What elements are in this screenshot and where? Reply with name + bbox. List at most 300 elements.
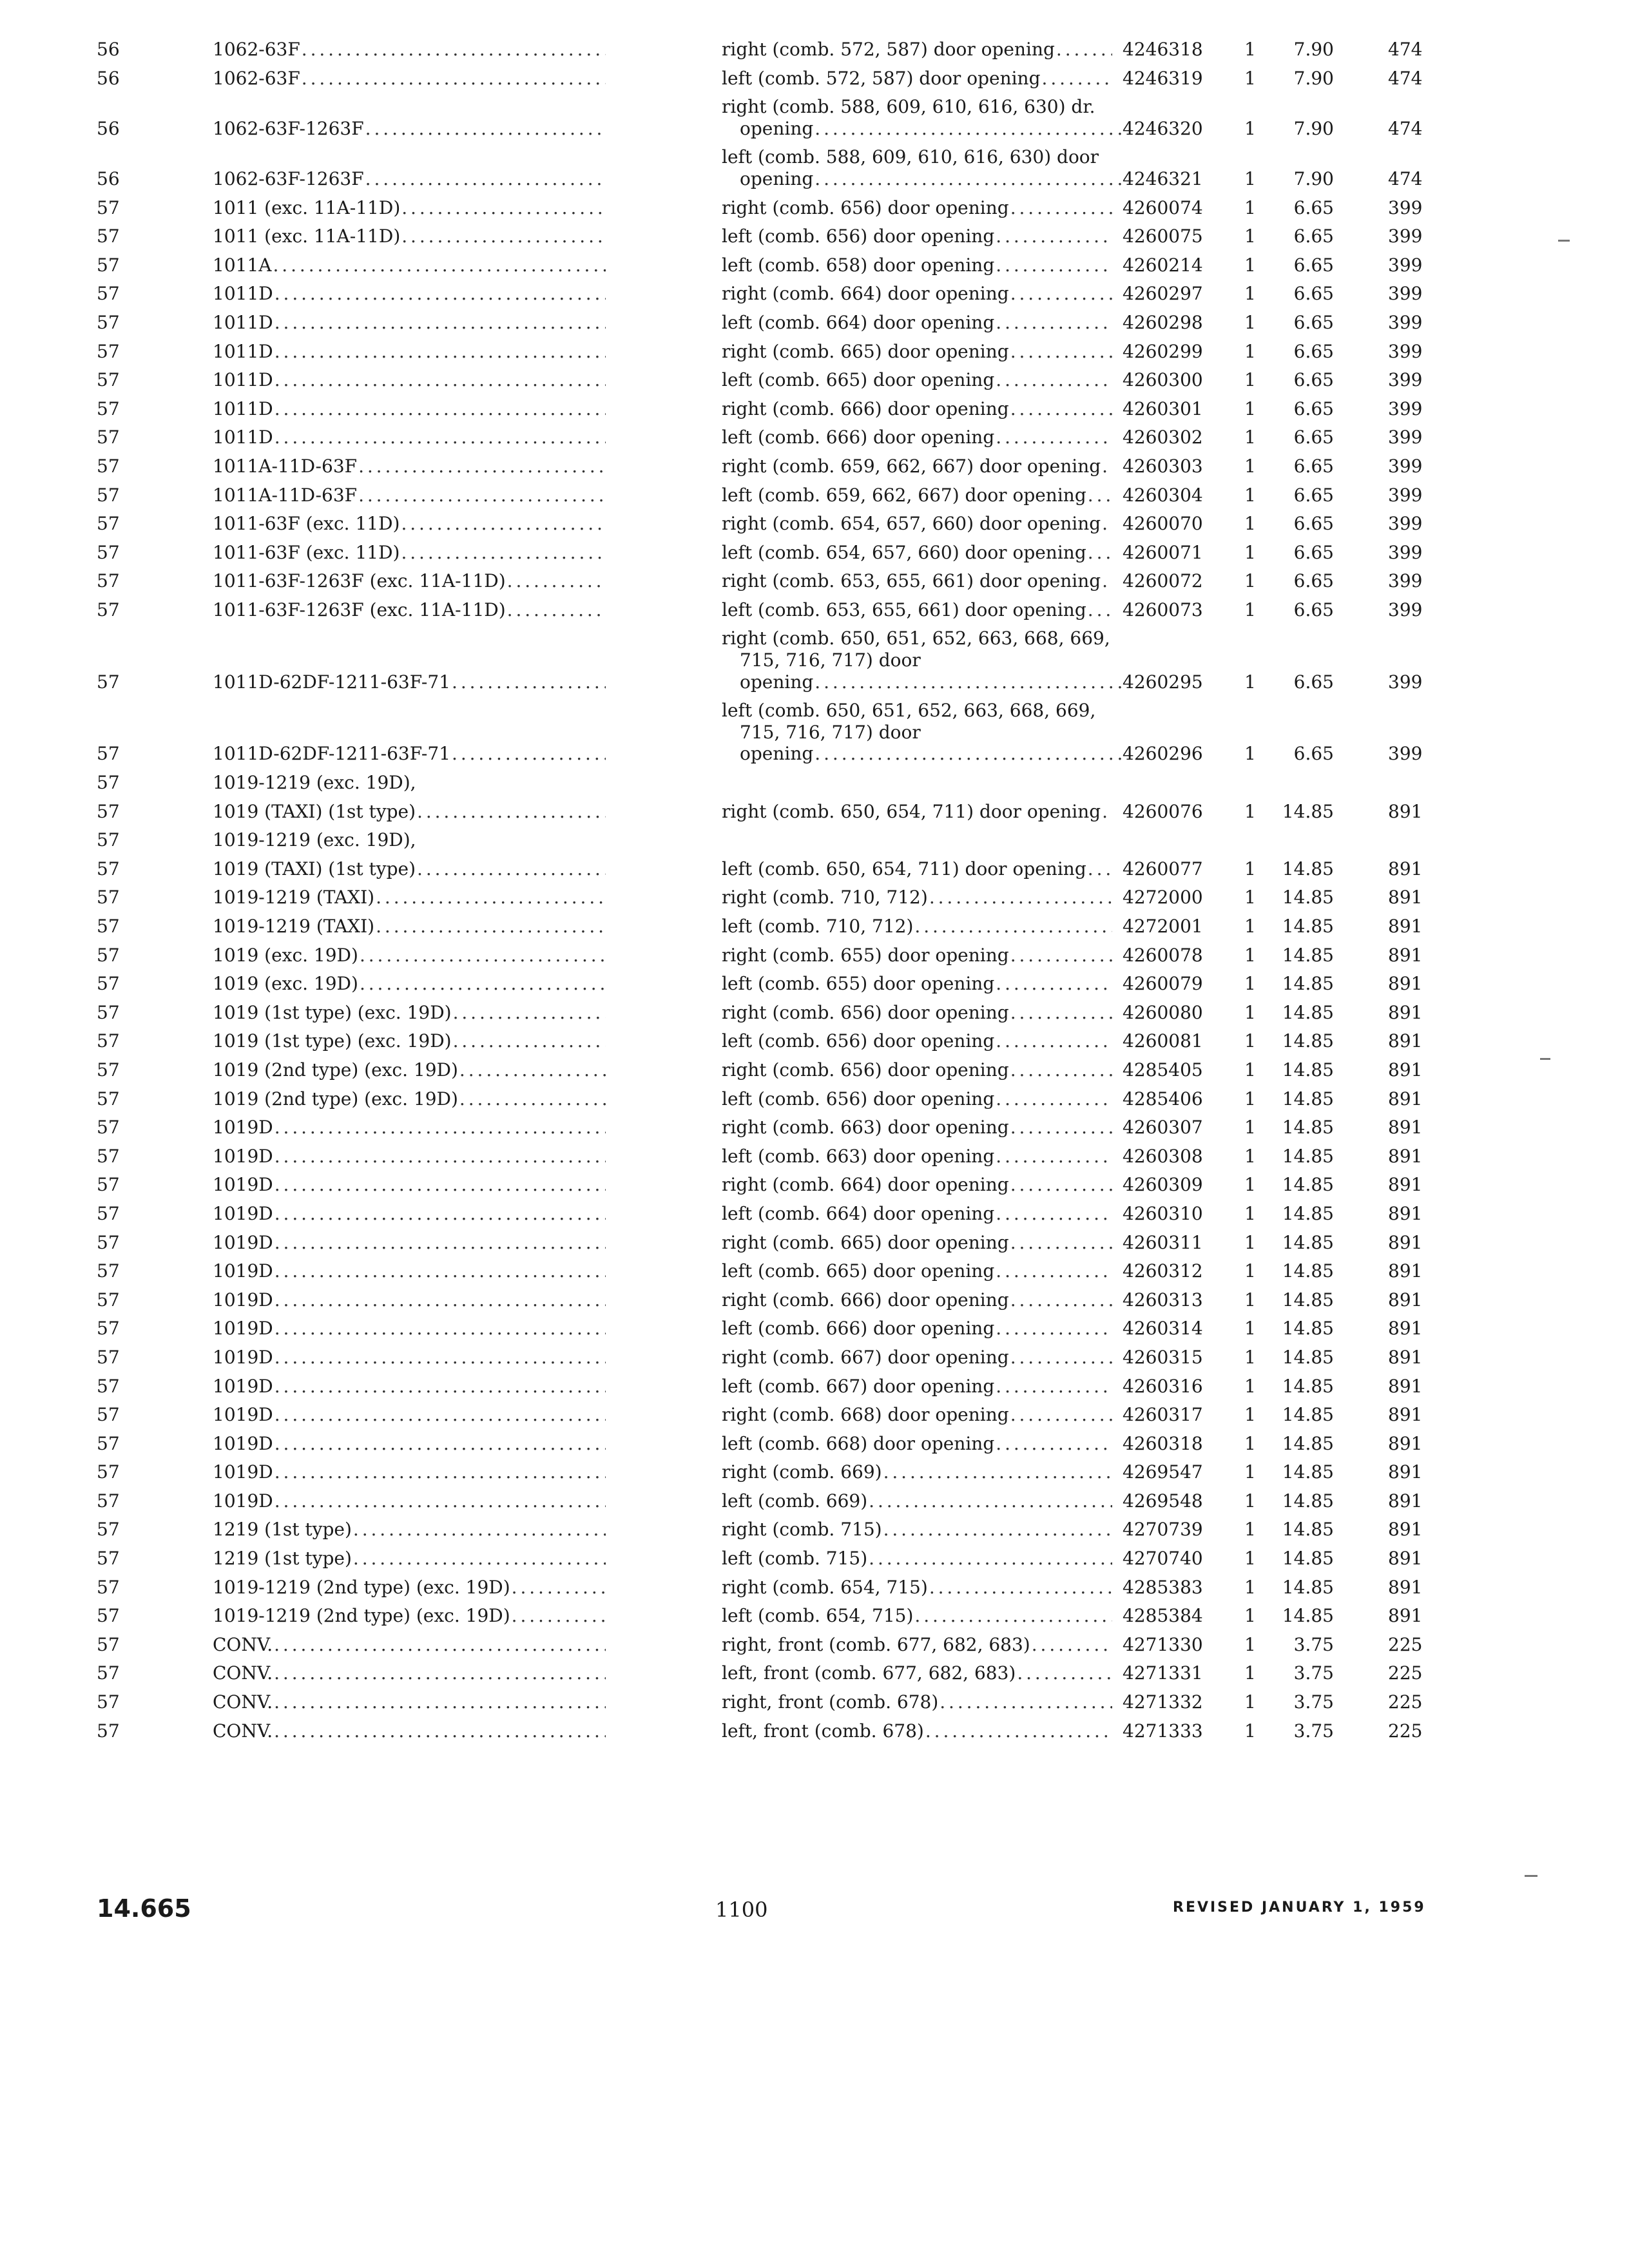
quantity: 1 xyxy=(1244,1145,1256,1167)
quantity: 1 xyxy=(1244,455,1256,477)
description-cell: right (comb. 656) door opening . . . xyxy=(683,194,1121,223)
model-cell: CONV. . . . xyxy=(193,1631,683,1660)
list-price: 7.90 xyxy=(1293,67,1334,89)
part-number: 4260307 xyxy=(1123,1117,1203,1139)
description-cell: left (comb. 666) door opening . . . xyxy=(683,1314,1121,1343)
quantity: 1 xyxy=(1244,743,1256,765)
part-number: 4260301 xyxy=(1123,398,1203,419)
group-number: 57 xyxy=(97,226,120,247)
description-cell: left (comb. 572, 587) door opening . . . xyxy=(683,64,1121,93)
quantity: 1 xyxy=(1244,1059,1256,1081)
price-code: 891 xyxy=(1388,887,1423,908)
description-cell: right (comb. 664) door opening . . . xyxy=(683,1171,1121,1200)
quantity: 1 xyxy=(1244,599,1256,620)
part-number xyxy=(1121,769,1231,798)
description-cell: left (comb. 710, 712) . . . xyxy=(683,912,1121,941)
price-code: 399 xyxy=(1388,427,1423,448)
description-cell: right, front (comb. 678) . . . xyxy=(683,1688,1121,1717)
model-cell: 1019 (2nd type) (exc. 19D) . . . xyxy=(193,1085,683,1114)
part-number: 4260316 xyxy=(1123,1375,1203,1397)
description-cell: left (comb. 668) door opening . . . xyxy=(683,1430,1121,1459)
margin-mark xyxy=(1558,240,1570,242)
list-price: 14.85 xyxy=(1282,1461,1334,1483)
price-code: 891 xyxy=(1388,1117,1423,1139)
list-price: 14.85 xyxy=(1282,1519,1334,1541)
price-code: 891 xyxy=(1388,858,1423,879)
price-code: 891 xyxy=(1388,1318,1423,1340)
model-cell: 1019-1219 (exc. 19D), xyxy=(213,829,416,851)
quantity: 1 xyxy=(1244,541,1256,563)
table-row xyxy=(97,1142,1450,1171)
group-number: 57 xyxy=(97,1289,120,1311)
group-number: 57 xyxy=(97,973,120,995)
group-number: 56 xyxy=(97,39,120,60)
table-row xyxy=(97,452,1450,481)
description-cell: left (comb. 665) door opening . . . xyxy=(683,1257,1121,1286)
table-row xyxy=(97,912,1450,941)
list-price: 14.85 xyxy=(1282,1059,1334,1081)
part-number: 4270739 xyxy=(1123,1519,1203,1541)
part-number: 4285405 xyxy=(1123,1059,1203,1081)
list-price: 14.85 xyxy=(1282,1375,1334,1397)
description-cell: left (comb. 656) door opening . . . xyxy=(683,1027,1121,1056)
margin-mark xyxy=(1525,1875,1537,1877)
price-code: 891 xyxy=(1388,916,1423,937)
description-cell: right (comb. 667) door opening . . . xyxy=(683,1343,1121,1372)
group-number: 57 xyxy=(97,427,120,448)
model-cell: 1011D . . . xyxy=(193,280,683,309)
group-number: 57 xyxy=(97,1346,120,1368)
description-cell: left, front (comb. 677, 682, 683) . . . xyxy=(683,1659,1121,1688)
group-number: 57 xyxy=(97,671,120,693)
group-number: 57 xyxy=(97,772,120,794)
table-row xyxy=(97,64,1450,93)
list-price: 7.90 xyxy=(1293,117,1334,139)
table-row xyxy=(97,1085,1450,1114)
table-row xyxy=(97,1229,1450,1258)
table-row xyxy=(97,1372,1450,1401)
group-number: 57 xyxy=(97,1720,120,1742)
price-code: 399 xyxy=(1388,599,1423,620)
description-cell: left (comb. 650, 651, 652, 663, 668, 669, 715, 716, 717) door opening . . . xyxy=(683,697,1121,769)
table-row xyxy=(97,251,1450,280)
description-cell: left (comb. 663) door opening . . . xyxy=(683,1142,1121,1171)
description-cell: left (comb. 658) door opening . . . xyxy=(683,251,1121,280)
part-number: 4260214 xyxy=(1123,254,1203,276)
group-number: 57 xyxy=(97,1202,120,1224)
table-row xyxy=(97,280,1450,309)
model-cell: 1011-63F (exc. 11D) . . . xyxy=(193,539,683,568)
list-price: 6.65 xyxy=(1293,340,1334,362)
description-cell: right (comb. 666) door opening . . . xyxy=(683,1286,1121,1315)
part-number: 4260079 xyxy=(1123,973,1203,995)
quantity: 1 xyxy=(1244,1576,1256,1598)
description-cell: right (comb. 665) door opening . . . xyxy=(683,1229,1121,1258)
part-number: 4260075 xyxy=(1123,226,1203,247)
group-number: 57 xyxy=(97,541,120,563)
group-number: 57 xyxy=(97,1059,120,1081)
table-row xyxy=(97,1314,1450,1343)
list-price: 14.85 xyxy=(1282,1318,1334,1340)
description-cell: left (comb. 715) . . . xyxy=(683,1544,1121,1573)
list-price: 14.85 xyxy=(1282,1605,1334,1627)
table-row xyxy=(97,697,1450,769)
description-cell: left (comb. 653, 655, 661) door opening . . . xyxy=(683,596,1121,625)
price-code: 891 xyxy=(1388,1605,1423,1627)
model-cell: 1219 (1st type) . . . xyxy=(193,1515,683,1544)
price-code: 891 xyxy=(1388,1461,1423,1483)
part-number: 4260303 xyxy=(1123,455,1203,477)
model-cell: 1011A-11D-63F . . . xyxy=(193,481,683,510)
list-price: 6.65 xyxy=(1293,311,1334,333)
description-cell: right (comb. 650, 651, 652, 663, 668, 669, 715, 716, 717) door opening . . . xyxy=(683,624,1121,697)
price-code: 891 xyxy=(1388,1519,1423,1541)
quantity: 1 xyxy=(1244,1720,1256,1742)
list-price: 6.65 xyxy=(1293,398,1334,419)
quantity: 1 xyxy=(1244,1548,1256,1570)
list-price: 6.65 xyxy=(1293,283,1334,305)
price-code: 891 xyxy=(1388,1346,1423,1368)
list-price: 6.65 xyxy=(1293,541,1334,563)
table-row xyxy=(97,624,1450,697)
model-cell: 1019 (TAXI) (1st type) . . . xyxy=(193,855,683,884)
description-cell: left (comb. 650, 654, 711) door opening . . . xyxy=(683,855,1121,884)
list-price: 6.65 xyxy=(1293,513,1334,535)
table-row xyxy=(97,1286,1450,1315)
model-cell: 1011-63F (exc. 11D) . . . xyxy=(193,510,683,539)
group-number: 57 xyxy=(97,887,120,908)
list-price: 6.65 xyxy=(1293,226,1334,247)
description-cell: left (comb. 669) . . . xyxy=(683,1487,1121,1516)
model-cell: 1019D . . . xyxy=(193,1372,683,1401)
price-code: 891 xyxy=(1388,1548,1423,1570)
quantity: 1 xyxy=(1244,1088,1256,1110)
price-code: 891 xyxy=(1388,1174,1423,1196)
part-number: 4260318 xyxy=(1123,1432,1203,1454)
part-number: 4260078 xyxy=(1123,944,1203,966)
group-number: 57 xyxy=(97,1662,120,1684)
table-row xyxy=(97,366,1450,395)
table-row xyxy=(97,338,1450,367)
quantity: 1 xyxy=(1244,197,1256,218)
description-cell: left (comb. 666) door opening . . . xyxy=(683,423,1121,452)
price-code: 474 xyxy=(1388,117,1423,139)
quantity: 1 xyxy=(1244,39,1256,60)
quantity: 1 xyxy=(1244,1318,1256,1340)
quantity xyxy=(1231,826,1269,855)
part-number: 4260309 xyxy=(1123,1174,1203,1196)
table-row xyxy=(97,1573,1450,1602)
table-row xyxy=(97,1343,1450,1372)
description-cell: left (comb. 664) door opening . . . xyxy=(683,309,1121,338)
list-price: 6.65 xyxy=(1293,743,1334,765)
quantity: 1 xyxy=(1244,1432,1256,1454)
price-code: 891 xyxy=(1388,1289,1423,1311)
section-number: 14.665 xyxy=(97,1894,191,1923)
price-code: 399 xyxy=(1388,340,1423,362)
description-cell: left (comb. 588, 609, 610, 616, 630) door opening . . . xyxy=(683,143,1121,193)
table-row xyxy=(97,1487,1450,1516)
model-cell: 1019D . . . xyxy=(193,1286,683,1315)
model-cell: 1062-63F . . . xyxy=(193,35,683,64)
quantity: 1 xyxy=(1244,671,1256,693)
price-code: 474 xyxy=(1388,39,1423,60)
part-number: 4272001 xyxy=(1123,916,1203,937)
part-number: 4260304 xyxy=(1123,484,1203,506)
list-price: 14.85 xyxy=(1282,1145,1334,1167)
model-cell: 1019D . . . xyxy=(193,1314,683,1343)
list-price: 6.65 xyxy=(1293,369,1334,391)
description-cell: right (comb. 572, 587) door opening . . . xyxy=(683,35,1121,64)
group-number: 57 xyxy=(97,1548,120,1570)
model-cell: 1011D . . . xyxy=(193,309,683,338)
group-number: 57 xyxy=(97,484,120,506)
group-number: 57 xyxy=(97,743,120,765)
price-code: 399 xyxy=(1388,455,1423,477)
table-row xyxy=(97,395,1450,424)
quantity: 1 xyxy=(1244,1691,1256,1713)
table-row xyxy=(97,1056,1450,1085)
quantity: 1 xyxy=(1244,1260,1256,1282)
table-row xyxy=(97,1688,1450,1717)
model-cell: 1011D-62DF-1211-63F-71 . . . xyxy=(193,697,683,769)
group-number: 57 xyxy=(97,1001,120,1023)
table-row xyxy=(97,1659,1450,1688)
group-number: 57 xyxy=(97,1030,120,1052)
quantity: 1 xyxy=(1244,1404,1256,1426)
list-price: 6.65 xyxy=(1293,254,1334,276)
part-number: 4260077 xyxy=(1123,858,1203,879)
price-code: 891 xyxy=(1388,1001,1423,1023)
quantity: 1 xyxy=(1244,800,1256,822)
quantity: 1 xyxy=(1244,858,1256,879)
quantity: 1 xyxy=(1244,916,1256,937)
description-cell: right (comb. 665) door opening . . . xyxy=(683,338,1121,367)
quantity: 1 xyxy=(1244,944,1256,966)
part-number: 4271330 xyxy=(1123,1633,1203,1655)
parts-table xyxy=(97,35,1450,1745)
part-number: 4260308 xyxy=(1123,1145,1203,1167)
quantity: 1 xyxy=(1244,67,1256,89)
quantity: 1 xyxy=(1244,887,1256,908)
quantity: 1 xyxy=(1244,973,1256,995)
list-price: 14.85 xyxy=(1282,887,1334,908)
quantity: 1 xyxy=(1244,1030,1256,1052)
description-cell: right (comb. 710, 712) . . . xyxy=(683,883,1121,912)
part-number: 4246318 xyxy=(1123,39,1203,60)
list-price: 3.75 xyxy=(1293,1720,1334,1742)
model-cell: 1019D . . . xyxy=(193,1113,683,1142)
model-cell: 1019 (1st type) (exc. 19D) . . . xyxy=(193,999,683,1028)
model-cell: 1019D . . . xyxy=(193,1200,683,1229)
table-row xyxy=(97,423,1450,452)
list-price: 14.85 xyxy=(1282,1117,1334,1139)
model-cell: 1019-1219 (TAXI) . . . xyxy=(193,883,683,912)
description-cell: right (comb. 650, 654, 711) door opening . . . xyxy=(683,798,1121,827)
part-number: 4260313 xyxy=(1123,1289,1203,1311)
group-number: 57 xyxy=(97,1375,120,1397)
group-number: 57 xyxy=(97,1519,120,1541)
group-number: 57 xyxy=(97,1432,120,1454)
page-number: 1100 xyxy=(715,1898,768,1922)
quantity: 1 xyxy=(1244,398,1256,419)
quantity: 1 xyxy=(1244,1174,1256,1196)
part-number: 4246320 xyxy=(1123,117,1203,139)
quantity: 1 xyxy=(1244,254,1256,276)
model-cell: 1019 (exc. 19D) . . . xyxy=(193,970,683,999)
description-cell: right (comb. 588, 609, 610, 616, 630) dr. opening . . . xyxy=(683,93,1121,143)
part-number: 4260310 xyxy=(1123,1202,1203,1224)
part-number: 4285406 xyxy=(1123,1088,1203,1110)
quantity: 1 xyxy=(1244,283,1256,305)
model-cell: 1019 (exc. 19D) . . . xyxy=(193,941,683,970)
model-cell: 1011 (exc. 11A-11D) . . . xyxy=(193,222,683,251)
model-cell: 1019D . . . xyxy=(193,1487,683,1516)
part-number: 4260296 xyxy=(1123,743,1203,765)
description-cell: left (comb. 655) door opening . . . xyxy=(683,970,1121,999)
part-number: 4260295 xyxy=(1123,671,1203,693)
description-cell: right (comb. 656) door opening . . . xyxy=(683,999,1121,1028)
model-cell: 1019-1219 (exc. 19D), xyxy=(213,772,416,794)
price-code: 225 xyxy=(1388,1691,1423,1713)
revision-date: REVISED JANUARY 1, 1959 xyxy=(1173,1899,1426,1916)
part-number: 4260315 xyxy=(1123,1346,1203,1368)
model-cell: 1011D . . . xyxy=(193,366,683,395)
quantity xyxy=(1231,769,1269,798)
description-cell: right (comb. 653, 655, 661) door opening . . . xyxy=(683,567,1121,596)
price-code: 891 xyxy=(1388,973,1423,995)
description-cell: left (comb. 656) door opening . . . xyxy=(683,1085,1121,1114)
group-number: 57 xyxy=(97,916,120,937)
model-cell: 1019 (2nd type) (exc. 19D) . . . xyxy=(193,1056,683,1085)
quantity: 1 xyxy=(1244,1202,1256,1224)
group-number: 57 xyxy=(97,398,120,419)
price-code: 474 xyxy=(1388,168,1423,189)
model-cell: 1011-63F-1263F (exc. 11A-11D) . . . xyxy=(193,567,683,596)
description-cell: right, front (comb. 677, 682, 683) . . . xyxy=(683,1631,1121,1660)
model-cell: CONV. . . . xyxy=(193,1688,683,1717)
part-number: 4260080 xyxy=(1123,1001,1203,1023)
quantity: 1 xyxy=(1244,1519,1256,1541)
description-cell xyxy=(683,826,1121,855)
quantity: 1 xyxy=(1244,1461,1256,1483)
table-row xyxy=(97,769,1450,798)
price-code: 399 xyxy=(1388,311,1423,333)
list-price: 14.85 xyxy=(1282,1576,1334,1598)
table-row xyxy=(97,941,1450,970)
part-number xyxy=(1121,826,1231,855)
part-number: 4260076 xyxy=(1123,800,1203,822)
price-code xyxy=(1373,769,1450,798)
table-row xyxy=(97,1631,1450,1660)
part-number: 4246319 xyxy=(1123,67,1203,89)
price-code: 399 xyxy=(1388,541,1423,563)
model-cell: 1019D . . . xyxy=(193,1229,683,1258)
price-code: 891 xyxy=(1388,1059,1423,1081)
group-number: 57 xyxy=(97,1605,120,1627)
model-cell: CONV. . . . xyxy=(193,1659,683,1688)
description-cell: right (comb. 654, 657, 660) door opening . . . xyxy=(683,510,1121,539)
list-price: 14.85 xyxy=(1282,1260,1334,1282)
description-cell: right (comb. 663) door opening . . . xyxy=(683,1113,1121,1142)
model-cell: 1019D . . . xyxy=(193,1430,683,1459)
model-cell: 1011-63F-1263F (exc. 11A-11D) . . . xyxy=(193,596,683,625)
description-cell: left, front (comb. 678) . . . xyxy=(683,1717,1121,1746)
quantity: 1 xyxy=(1244,1231,1256,1253)
list-price: 3.75 xyxy=(1293,1691,1334,1713)
part-number: 4260317 xyxy=(1123,1404,1203,1426)
table-row xyxy=(97,309,1450,338)
description-cell: right (comb. 664) door opening . . . xyxy=(683,280,1121,309)
table-row xyxy=(97,883,1450,912)
quantity: 1 xyxy=(1244,1662,1256,1684)
price-code: 225 xyxy=(1388,1633,1423,1655)
price-code: 399 xyxy=(1388,398,1423,419)
list-price: 6.65 xyxy=(1293,671,1334,693)
quantity: 1 xyxy=(1244,117,1256,139)
part-number: 4260311 xyxy=(1123,1231,1203,1253)
price-code: 399 xyxy=(1388,484,1423,506)
model-cell: 1062-63F-1263F . . . xyxy=(193,93,683,143)
table-row xyxy=(97,1401,1450,1430)
group-number: 57 xyxy=(97,1260,120,1282)
list-price: 14.85 xyxy=(1282,1088,1334,1110)
price-code: 399 xyxy=(1388,570,1423,592)
margin-mark xyxy=(1540,1058,1550,1060)
group-number: 57 xyxy=(97,1088,120,1110)
model-cell: 1019D . . . xyxy=(193,1257,683,1286)
quantity: 1 xyxy=(1244,1289,1256,1311)
description-cell: right (comb. 669) . . . xyxy=(683,1458,1121,1487)
model-cell: 1019D . . . xyxy=(193,1458,683,1487)
table-row xyxy=(97,596,1450,625)
description-cell: left (comb. 654, 657, 660) door opening . . . xyxy=(683,539,1121,568)
table-row xyxy=(97,539,1450,568)
model-cell: 1019-1219 (TAXI) . . . xyxy=(193,912,683,941)
list-price: 14.85 xyxy=(1282,858,1334,879)
table-row xyxy=(97,1027,1450,1056)
group-number: 57 xyxy=(97,1174,120,1196)
part-number: 4260302 xyxy=(1123,427,1203,448)
list-price: 6.65 xyxy=(1293,427,1334,448)
group-number: 57 xyxy=(97,1404,120,1426)
quantity: 1 xyxy=(1244,513,1256,535)
group-number: 57 xyxy=(97,197,120,218)
part-number: 4285383 xyxy=(1123,1576,1203,1598)
table-row xyxy=(97,222,1450,251)
table-row xyxy=(97,1257,1450,1286)
list-price: 7.90 xyxy=(1293,168,1334,189)
description-cell: right (comb. 666) door opening . . . xyxy=(683,395,1121,424)
model-cell: 1219 (1st type) . . . xyxy=(193,1544,683,1573)
part-number: 4271333 xyxy=(1123,1720,1203,1742)
price-code: 891 xyxy=(1388,1490,1423,1512)
model-cell: 1019-1219 (2nd type) (exc. 19D) . . . xyxy=(193,1573,683,1602)
price-code: 891 xyxy=(1388,1030,1423,1052)
model-cell: 1019D . . . xyxy=(193,1401,683,1430)
price-code: 891 xyxy=(1388,1404,1423,1426)
price-code: 891 xyxy=(1388,1088,1423,1110)
group-number: 57 xyxy=(97,311,120,333)
model-cell: 1019D . . . xyxy=(193,1171,683,1200)
price-code: 399 xyxy=(1388,254,1423,276)
price-code: 399 xyxy=(1388,743,1423,765)
list-price: 7.90 xyxy=(1293,39,1334,60)
group-number: 57 xyxy=(97,1145,120,1167)
quantity: 1 xyxy=(1244,311,1256,333)
table-row xyxy=(97,970,1450,999)
quantity: 1 xyxy=(1244,369,1256,391)
